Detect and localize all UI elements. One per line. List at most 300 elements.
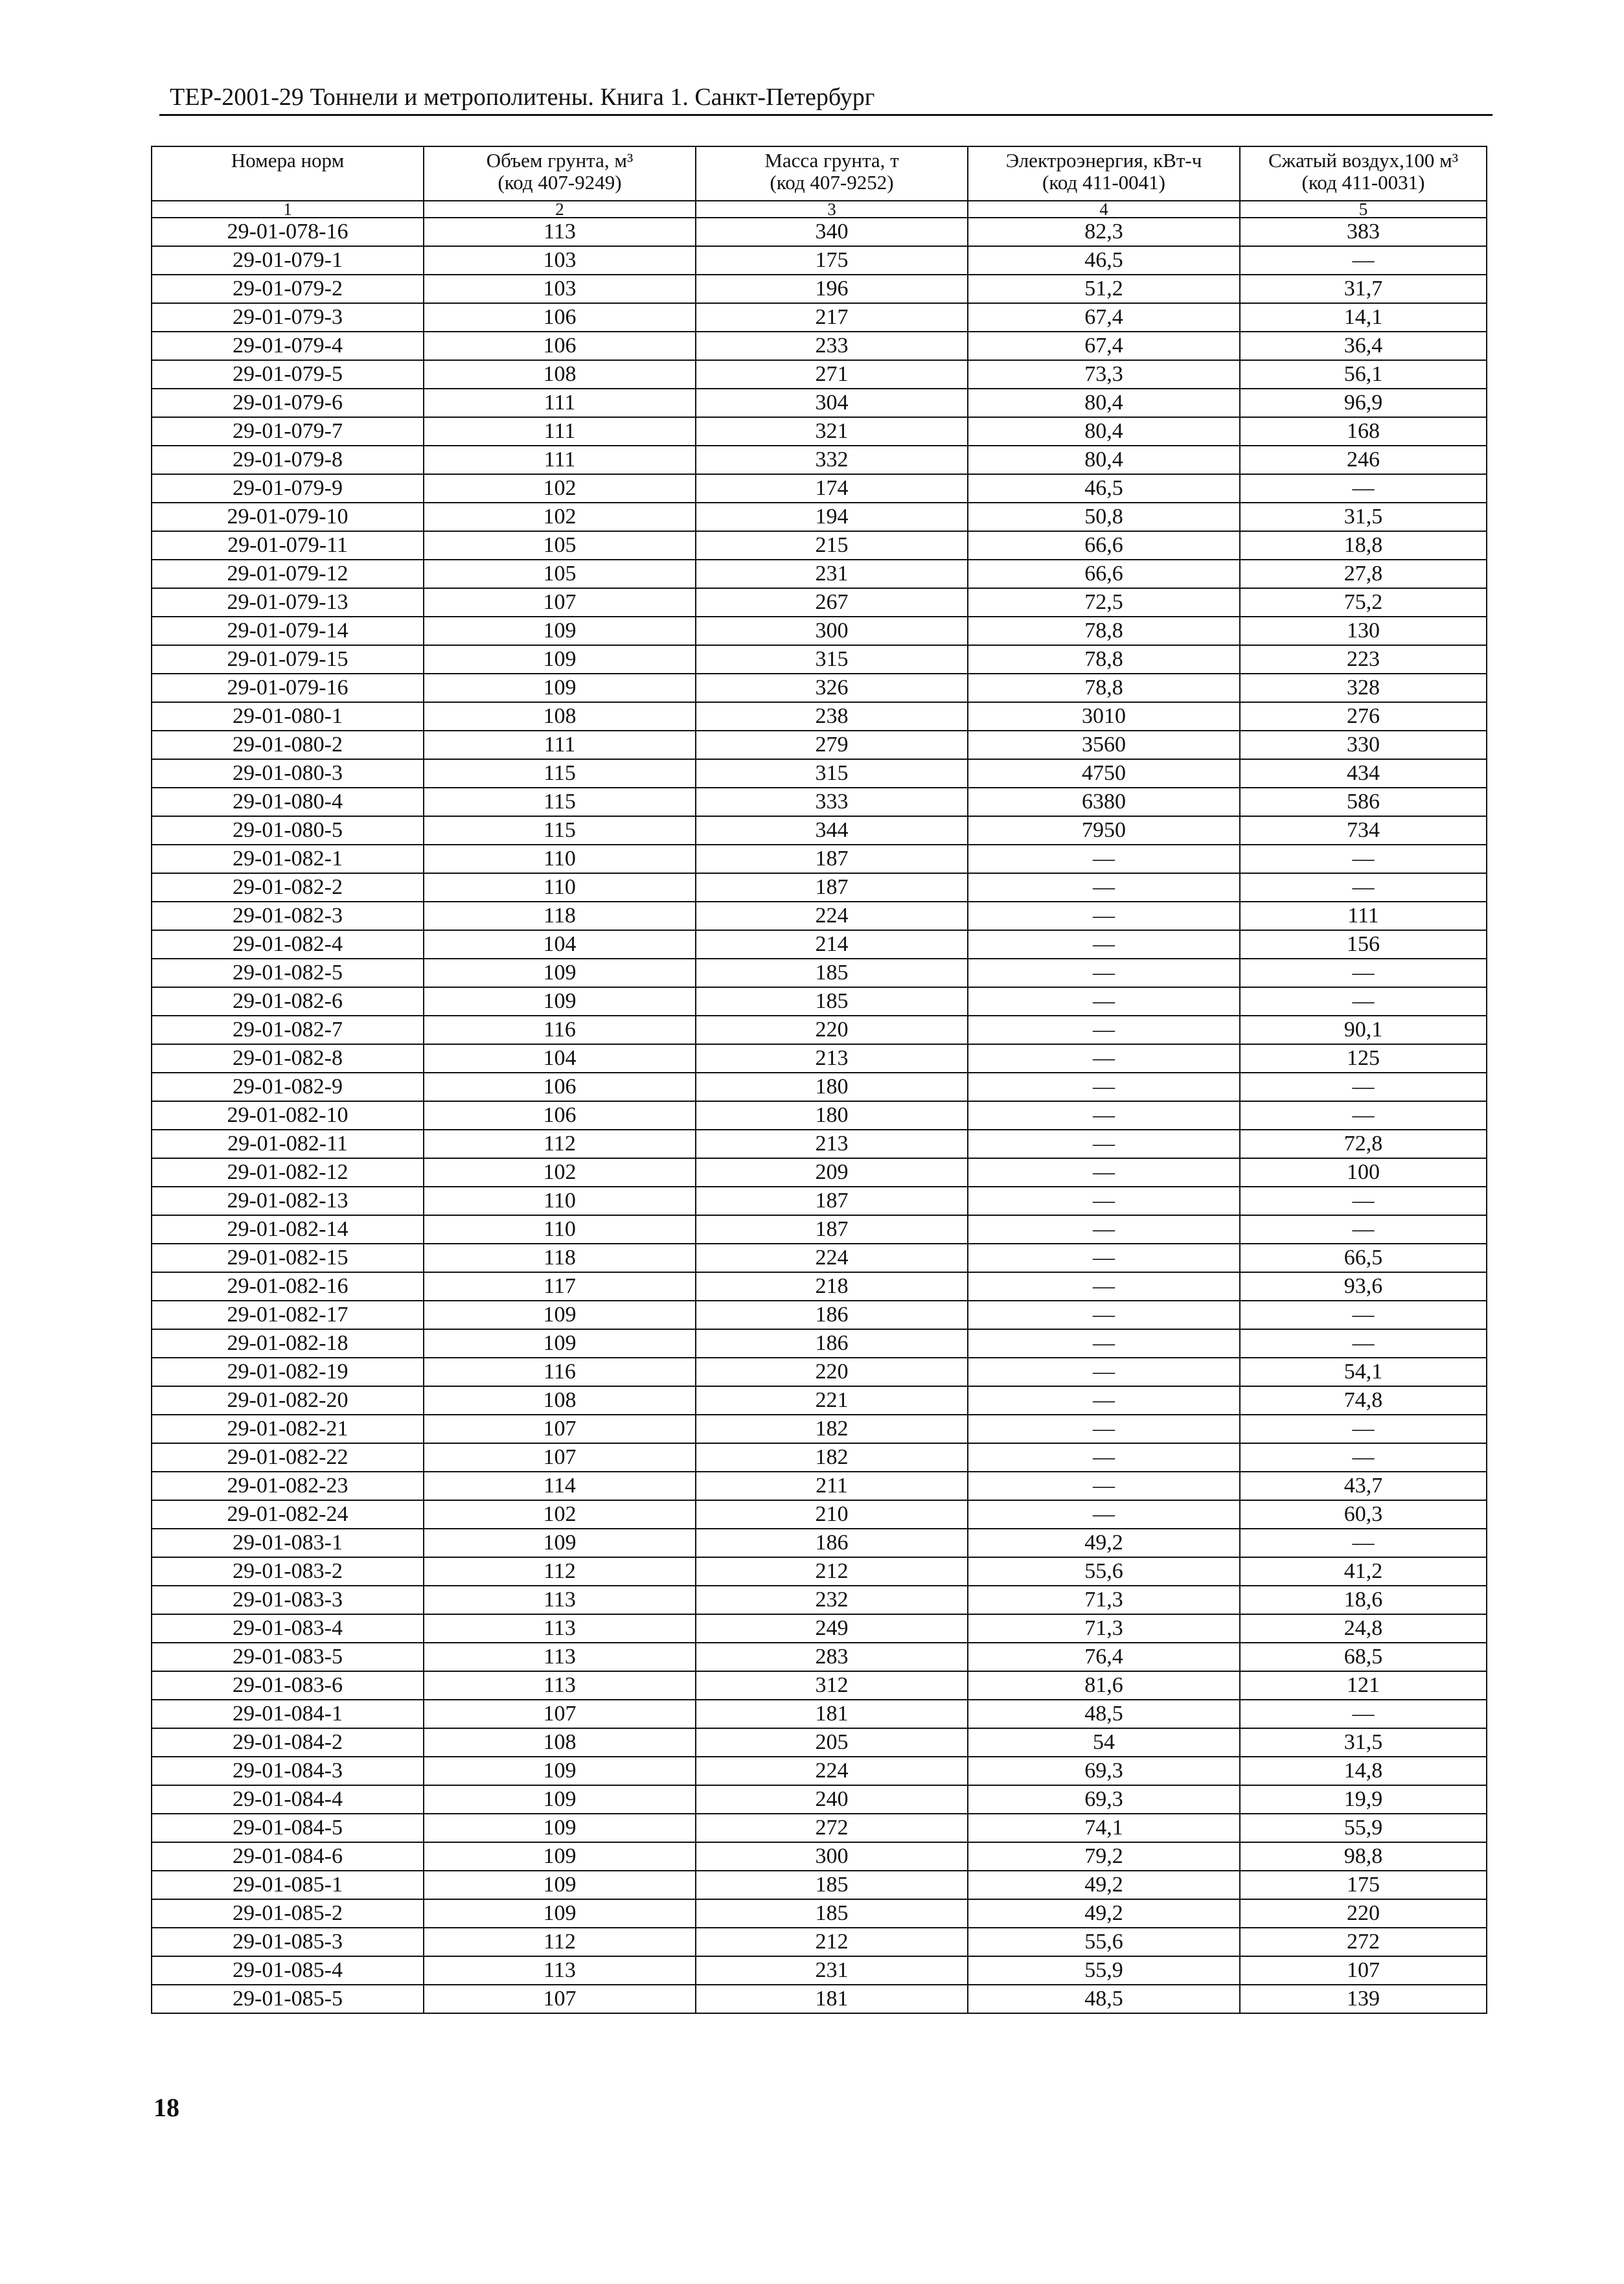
compressed-air-cell: 19,9: [1240, 1785, 1487, 1814]
compressed-air-cell: 246: [1240, 446, 1487, 474]
electricity-cell: —: [968, 1358, 1240, 1386]
soil-volume-cell: 115: [424, 788, 696, 816]
table-row: [152, 1130, 1487, 1158]
electricity-cell: 80,4: [968, 446, 1240, 474]
table-row: [152, 1814, 1487, 1842]
electricity-cell: —: [968, 902, 1240, 930]
soil-volume-cell: 105: [424, 560, 696, 588]
table-row: [152, 1244, 1487, 1272]
electricity-cell: —: [968, 1044, 1240, 1073]
compressed-air-cell: 31,7: [1240, 275, 1487, 303]
norm-number-cell: 29-01-085-5: [152, 1985, 424, 2013]
compressed-air-cell: 54,1: [1240, 1358, 1487, 1386]
table-row: [152, 360, 1487, 389]
soil-volume-cell: 116: [424, 1358, 696, 1386]
compressed-air-cell: 90,1: [1240, 1016, 1487, 1044]
soil-mass-cell: 205: [696, 1728, 968, 1757]
norm-number-cell: 29-01-082-24: [152, 1500, 424, 1529]
soil-volume-cell: 110: [424, 1187, 696, 1215]
table-row: [152, 1044, 1487, 1073]
compressed-air-cell: —: [1240, 1073, 1487, 1101]
table-row: [152, 1272, 1487, 1301]
norm-number-cell: 29-01-079-3: [152, 303, 424, 332]
soil-mass-cell: 185: [696, 987, 968, 1016]
soil-volume-cell: 109: [424, 987, 696, 1016]
electricity-cell: 46,5: [968, 474, 1240, 503]
compressed-air-cell: —: [1240, 845, 1487, 873]
compressed-air-cell: 36,4: [1240, 332, 1487, 360]
soil-volume-cell: 111: [424, 446, 696, 474]
table-row: [152, 617, 1487, 645]
soil-mass-cell: 271: [696, 360, 968, 389]
norm-number-cell: 29-01-083-4: [152, 1614, 424, 1643]
electricity-cell: 48,5: [968, 1985, 1240, 2013]
soil-mass-cell: 332: [696, 446, 968, 474]
electricity-cell: —: [968, 1472, 1240, 1500]
compressed-air-cell: 276: [1240, 702, 1487, 731]
soil-mass-cell: 175: [696, 246, 968, 275]
soil-volume-cell: 109: [424, 1757, 696, 1785]
table-row: [152, 1899, 1487, 1928]
norm-number-cell: 29-01-080-2: [152, 731, 424, 759]
electricity-cell: 66,6: [968, 531, 1240, 560]
electricity-cell: —: [968, 1215, 1240, 1244]
soil-mass-cell: 224: [696, 1757, 968, 1785]
electricity-cell: —: [968, 930, 1240, 959]
electricity-cell: 78,8: [968, 617, 1240, 645]
compressed-air-cell: 31,5: [1240, 503, 1487, 531]
compressed-air-cell: 330: [1240, 731, 1487, 759]
compressed-air-cell: —: [1240, 873, 1487, 902]
soil-volume-cell: 114: [424, 1472, 696, 1500]
soil-mass-cell: 249: [696, 1614, 968, 1643]
soil-mass-cell: 211: [696, 1472, 968, 1500]
compressed-air-cell: 14,8: [1240, 1757, 1487, 1785]
table-row: [152, 1785, 1487, 1814]
electricity-cell: 69,3: [968, 1785, 1240, 1814]
table-row: [152, 588, 1487, 617]
table-row: [152, 417, 1487, 446]
column-number: 2: [424, 201, 696, 218]
norm-number-cell: 29-01-082-21: [152, 1415, 424, 1443]
compressed-air-cell: 24,8: [1240, 1614, 1487, 1643]
soil-mass-cell: 214: [696, 930, 968, 959]
electricity-cell: 81,6: [968, 1671, 1240, 1700]
soil-volume-cell: 115: [424, 816, 696, 845]
soil-volume-cell: 113: [424, 218, 696, 246]
table-row: [152, 1985, 1487, 2013]
soil-volume-cell: 107: [424, 1985, 696, 2013]
electricity-cell: 71,3: [968, 1614, 1240, 1643]
soil-mass-cell: 174: [696, 474, 968, 503]
electricity-cell: 82,3: [968, 218, 1240, 246]
compressed-air-cell: 66,5: [1240, 1244, 1487, 1272]
electricity-cell: 51,2: [968, 275, 1240, 303]
compressed-air-cell: 75,2: [1240, 588, 1487, 617]
soil-mass-cell: 186: [696, 1529, 968, 1557]
electricity-cell: —: [968, 1016, 1240, 1044]
table-row: [152, 1871, 1487, 1899]
norm-number-cell: 29-01-079-10: [152, 503, 424, 531]
soil-mass-cell: 300: [696, 1842, 968, 1871]
column-number: 5: [1240, 201, 1487, 218]
soil-volume-cell: 109: [424, 674, 696, 702]
soil-volume-cell: 106: [424, 1073, 696, 1101]
soil-mass-cell: 231: [696, 1956, 968, 1985]
norm-number-cell: 29-01-084-5: [152, 1814, 424, 1842]
electricity-cell: —: [968, 1386, 1240, 1415]
soil-mass-cell: 300: [696, 617, 968, 645]
compressed-air-cell: 125: [1240, 1044, 1487, 1073]
electricity-cell: 79,2: [968, 1842, 1240, 1871]
soil-mass-cell: 180: [696, 1101, 968, 1130]
electricity-cell: —: [968, 987, 1240, 1016]
norm-number-cell: 29-01-079-7: [152, 417, 424, 446]
table-row: [152, 1187, 1487, 1215]
soil-mass-cell: 181: [696, 1985, 968, 2013]
soil-volume-cell: 113: [424, 1586, 696, 1614]
table-row: [152, 446, 1487, 474]
table-row: [152, 246, 1487, 275]
electricity-cell: —: [968, 1301, 1240, 1329]
table-row: [152, 1557, 1487, 1586]
soil-volume-cell: 118: [424, 902, 696, 930]
soil-volume-cell: 110: [424, 845, 696, 873]
norm-number-cell: 29-01-082-23: [152, 1472, 424, 1500]
norm-number-cell: 29-01-082-14: [152, 1215, 424, 1244]
compressed-air-cell: 93,6: [1240, 1272, 1487, 1301]
soil-mass-cell: 209: [696, 1158, 968, 1187]
electricity-cell: —: [968, 873, 1240, 902]
norm-number-cell: 29-01-080-1: [152, 702, 424, 731]
soil-mass-cell: 272: [696, 1814, 968, 1842]
soil-volume-cell: 108: [424, 1386, 696, 1415]
norm-number-cell: 29-01-082-12: [152, 1158, 424, 1187]
electricity-cell: —: [968, 1073, 1240, 1101]
table-row: [152, 218, 1487, 246]
soil-mass-cell: 187: [696, 1215, 968, 1244]
electricity-cell: —: [968, 1272, 1240, 1301]
electricity-cell: 54: [968, 1728, 1240, 1757]
column-header-row: [152, 146, 1487, 201]
table-row: [152, 1956, 1487, 1985]
electricity-cell: —: [968, 1130, 1240, 1158]
compressed-air-cell: 14,1: [1240, 303, 1487, 332]
soil-mass-cell: 185: [696, 959, 968, 987]
soil-volume-cell: 110: [424, 1215, 696, 1244]
soil-volume-cell: 107: [424, 1415, 696, 1443]
norm-number-cell: 29-01-079-4: [152, 332, 424, 360]
column-number-row: [152, 201, 1487, 218]
compressed-air-cell: —: [1240, 1329, 1487, 1358]
electricity-cell: 72,5: [968, 588, 1240, 617]
electricity-cell: 48,5: [968, 1700, 1240, 1728]
table-row: [152, 474, 1487, 503]
soil-mass-cell: 187: [696, 845, 968, 873]
electricity-cell: —: [968, 959, 1240, 987]
compressed-air-cell: 107: [1240, 1956, 1487, 1985]
table-row: [152, 759, 1487, 788]
soil-volume-cell: 113: [424, 1614, 696, 1643]
compressed-air-cell: 100: [1240, 1158, 1487, 1187]
soil-volume-cell: 112: [424, 1130, 696, 1158]
norm-number-cell: 29-01-082-18: [152, 1329, 424, 1358]
table-row: [152, 1757, 1487, 1785]
table-row: [152, 531, 1487, 560]
soil-volume-cell: 109: [424, 1529, 696, 1557]
soil-volume-cell: 110: [424, 873, 696, 902]
table-row: [152, 702, 1487, 731]
electricity-cell: —: [968, 1244, 1240, 1272]
electricity-cell: 55,6: [968, 1928, 1240, 1956]
electricity-cell: 74,1: [968, 1814, 1240, 1842]
electricity-cell: 3010: [968, 702, 1240, 731]
soil-volume-cell: 117: [424, 1272, 696, 1301]
norm-number-cell: 29-01-079-1: [152, 246, 424, 275]
norm-number-cell: 29-01-079-9: [152, 474, 424, 503]
compressed-air-cell: 111: [1240, 902, 1487, 930]
norm-number-cell: 29-01-084-6: [152, 1842, 424, 1871]
table-row: [152, 1386, 1487, 1415]
column-header-norm-number: Номера норм: [152, 146, 424, 201]
compressed-air-cell: —: [1240, 987, 1487, 1016]
soil-volume-cell: 118: [424, 1244, 696, 1272]
soil-mass-cell: 212: [696, 1928, 968, 1956]
soil-mass-cell: 196: [696, 275, 968, 303]
norm-number-cell: 29-01-082-8: [152, 1044, 424, 1073]
norm-number-cell: 29-01-079-16: [152, 674, 424, 702]
table-row: [152, 1928, 1487, 1956]
table-row: [152, 332, 1487, 360]
norm-number-cell: 29-01-082-10: [152, 1101, 424, 1130]
norms-table: [151, 146, 1487, 2014]
soil-volume-cell: 102: [424, 474, 696, 503]
norm-number-cell: 29-01-084-3: [152, 1757, 424, 1785]
soil-volume-cell: 116: [424, 1016, 696, 1044]
norm-number-cell: 29-01-084-1: [152, 1700, 424, 1728]
norm-number-cell: 29-01-079-2: [152, 275, 424, 303]
electricity-cell: 78,8: [968, 674, 1240, 702]
soil-mass-cell: 180: [696, 1073, 968, 1101]
norm-number-cell: 29-01-082-15: [152, 1244, 424, 1272]
soil-volume-cell: 109: [424, 1785, 696, 1814]
electricity-cell: 78,8: [968, 645, 1240, 674]
norm-number-cell: 29-01-085-3: [152, 1928, 424, 1956]
compressed-air-cell: 31,5: [1240, 1728, 1487, 1757]
table-row: [152, 275, 1487, 303]
norm-number-cell: 29-01-083-6: [152, 1671, 424, 1700]
soil-mass-cell: 210: [696, 1500, 968, 1529]
table-row: [152, 1643, 1487, 1671]
table-row: [152, 1728, 1487, 1757]
compressed-air-cell: —: [1240, 1101, 1487, 1130]
soil-volume-cell: 107: [424, 1443, 696, 1472]
norm-number-cell: 29-01-082-16: [152, 1272, 424, 1301]
compressed-air-cell: —: [1240, 959, 1487, 987]
compressed-air-cell: —: [1240, 1700, 1487, 1728]
compressed-air-cell: 272: [1240, 1928, 1487, 1956]
table-row: [152, 1329, 1487, 1358]
table-row: [152, 1671, 1487, 1700]
electricity-cell: —: [968, 1500, 1240, 1529]
soil-volume-cell: 105: [424, 531, 696, 560]
compressed-air-cell: —: [1240, 1415, 1487, 1443]
header-divider: [159, 114, 1492, 116]
compressed-air-cell: 74,8: [1240, 1386, 1487, 1415]
table-row: [152, 1101, 1487, 1130]
table-row: [152, 645, 1487, 674]
compressed-air-cell: 98,8: [1240, 1842, 1487, 1871]
table-row: [152, 788, 1487, 816]
soil-mass-cell: 182: [696, 1415, 968, 1443]
soil-mass-cell: 304: [696, 389, 968, 417]
norm-number-cell: 29-01-082-13: [152, 1187, 424, 1215]
compressed-air-cell: 168: [1240, 417, 1487, 446]
table-row: [152, 987, 1487, 1016]
soil-volume-cell: 106: [424, 332, 696, 360]
soil-mass-cell: 213: [696, 1044, 968, 1073]
compressed-air-cell: 220: [1240, 1899, 1487, 1928]
soil-volume-cell: 111: [424, 417, 696, 446]
soil-volume-cell: 107: [424, 588, 696, 617]
electricity-cell: 71,3: [968, 1586, 1240, 1614]
soil-mass-cell: 333: [696, 788, 968, 816]
soil-volume-cell: 115: [424, 759, 696, 788]
norm-number-cell: 29-01-078-16: [152, 218, 424, 246]
compressed-air-cell: 43,7: [1240, 1472, 1487, 1500]
table-row: [152, 1301, 1487, 1329]
compressed-air-cell: 328: [1240, 674, 1487, 702]
soil-mass-cell: 321: [696, 417, 968, 446]
norm-number-cell: 29-01-082-5: [152, 959, 424, 987]
soil-mass-cell: 212: [696, 1557, 968, 1586]
electricity-cell: —: [968, 845, 1240, 873]
compressed-air-cell: 156: [1240, 930, 1487, 959]
soil-volume-cell: 103: [424, 275, 696, 303]
soil-volume-cell: 111: [424, 389, 696, 417]
soil-mass-cell: 182: [696, 1443, 968, 1472]
table-row: [152, 731, 1487, 759]
table-row: [152, 845, 1487, 873]
soil-mass-cell: 326: [696, 674, 968, 702]
soil-volume-cell: 109: [424, 1899, 696, 1928]
soil-mass-cell: 224: [696, 902, 968, 930]
compressed-air-cell: 139: [1240, 1985, 1487, 2013]
soil-mass-cell: 194: [696, 503, 968, 531]
soil-volume-cell: 103: [424, 246, 696, 275]
soil-volume-cell: 113: [424, 1956, 696, 1985]
norm-number-cell: 29-01-082-9: [152, 1073, 424, 1101]
norm-number-cell: 29-01-085-1: [152, 1871, 424, 1899]
electricity-cell: 49,2: [968, 1899, 1240, 1928]
soil-volume-cell: 111: [424, 731, 696, 759]
compressed-air-cell: —: [1240, 1215, 1487, 1244]
electricity-cell: 66,6: [968, 560, 1240, 588]
soil-volume-cell: 109: [424, 1871, 696, 1899]
soil-mass-cell: 340: [696, 218, 968, 246]
electricity-cell: 46,5: [968, 246, 1240, 275]
soil-mass-cell: 220: [696, 1358, 968, 1386]
table-row: [152, 389, 1487, 417]
soil-volume-cell: 104: [424, 1044, 696, 1073]
soil-mass-cell: 185: [696, 1871, 968, 1899]
table-row: [152, 1529, 1487, 1557]
table-row: [152, 1358, 1487, 1386]
table-row: [152, 1842, 1487, 1871]
soil-mass-cell: 344: [696, 816, 968, 845]
soil-volume-cell: 104: [424, 930, 696, 959]
soil-mass-cell: 312: [696, 1671, 968, 1700]
compressed-air-cell: —: [1240, 474, 1487, 503]
soil-volume-cell: 109: [424, 1842, 696, 1871]
table-header: [152, 146, 1487, 218]
soil-volume-cell: 109: [424, 1301, 696, 1329]
compressed-air-cell: 130: [1240, 617, 1487, 645]
compressed-air-cell: 18,6: [1240, 1586, 1487, 1614]
table-row: [152, 560, 1487, 588]
soil-mass-cell: 218: [696, 1272, 968, 1301]
norm-number-cell: 29-01-079-15: [152, 645, 424, 674]
norm-number-cell: 29-01-079-11: [152, 531, 424, 560]
norm-number-cell: 29-01-083-1: [152, 1529, 424, 1557]
compressed-air-cell: 72,8: [1240, 1130, 1487, 1158]
table-row: [152, 1614, 1487, 1643]
norm-number-cell: 29-01-079-6: [152, 389, 424, 417]
soil-volume-cell: 102: [424, 1158, 696, 1187]
table-row: [152, 902, 1487, 930]
soil-volume-cell: 109: [424, 1814, 696, 1842]
soil-mass-cell: 221: [696, 1386, 968, 1415]
table-row: [152, 816, 1487, 845]
soil-mass-cell: 283: [696, 1643, 968, 1671]
electricity-cell: 50,8: [968, 503, 1240, 531]
electricity-cell: 49,2: [968, 1529, 1240, 1557]
soil-volume-cell: 108: [424, 1728, 696, 1757]
electricity-cell: 69,3: [968, 1757, 1240, 1785]
table-body: [152, 218, 1487, 2013]
electricity-cell: 4750: [968, 759, 1240, 788]
compressed-air-cell: 121: [1240, 1671, 1487, 1700]
column-number: 1: [152, 201, 424, 218]
norm-number-cell: 29-01-079-5: [152, 360, 424, 389]
norm-number-cell: 29-01-085-4: [152, 1956, 424, 1985]
compressed-air-cell: 96,9: [1240, 389, 1487, 417]
soil-volume-cell: 113: [424, 1671, 696, 1700]
compressed-air-cell: 41,2: [1240, 1557, 1487, 1586]
electricity-cell: 55,6: [968, 1557, 1240, 1586]
compressed-air-cell: —: [1240, 1529, 1487, 1557]
soil-volume-cell: 109: [424, 617, 696, 645]
compressed-air-cell: 68,5: [1240, 1643, 1487, 1671]
norm-number-cell: 29-01-084-4: [152, 1785, 424, 1814]
electricity-cell: 80,4: [968, 417, 1240, 446]
norm-number-cell: 29-01-082-3: [152, 902, 424, 930]
norm-number-cell: 29-01-082-1: [152, 845, 424, 873]
soil-volume-cell: 112: [424, 1557, 696, 1586]
norm-number-cell: 29-01-082-20: [152, 1386, 424, 1415]
electricity-cell: 67,4: [968, 332, 1240, 360]
soil-mass-cell: 233: [696, 332, 968, 360]
soil-mass-cell: 187: [696, 1187, 968, 1215]
table-row: [152, 1158, 1487, 1187]
norm-number-cell: 29-01-080-5: [152, 816, 424, 845]
electricity-cell: 49,2: [968, 1871, 1240, 1899]
soil-volume-cell: 106: [424, 1101, 696, 1130]
soil-volume-cell: 102: [424, 503, 696, 531]
compressed-air-cell: 434: [1240, 759, 1487, 788]
soil-mass-cell: 181: [696, 1700, 968, 1728]
compressed-air-cell: 56,1: [1240, 360, 1487, 389]
